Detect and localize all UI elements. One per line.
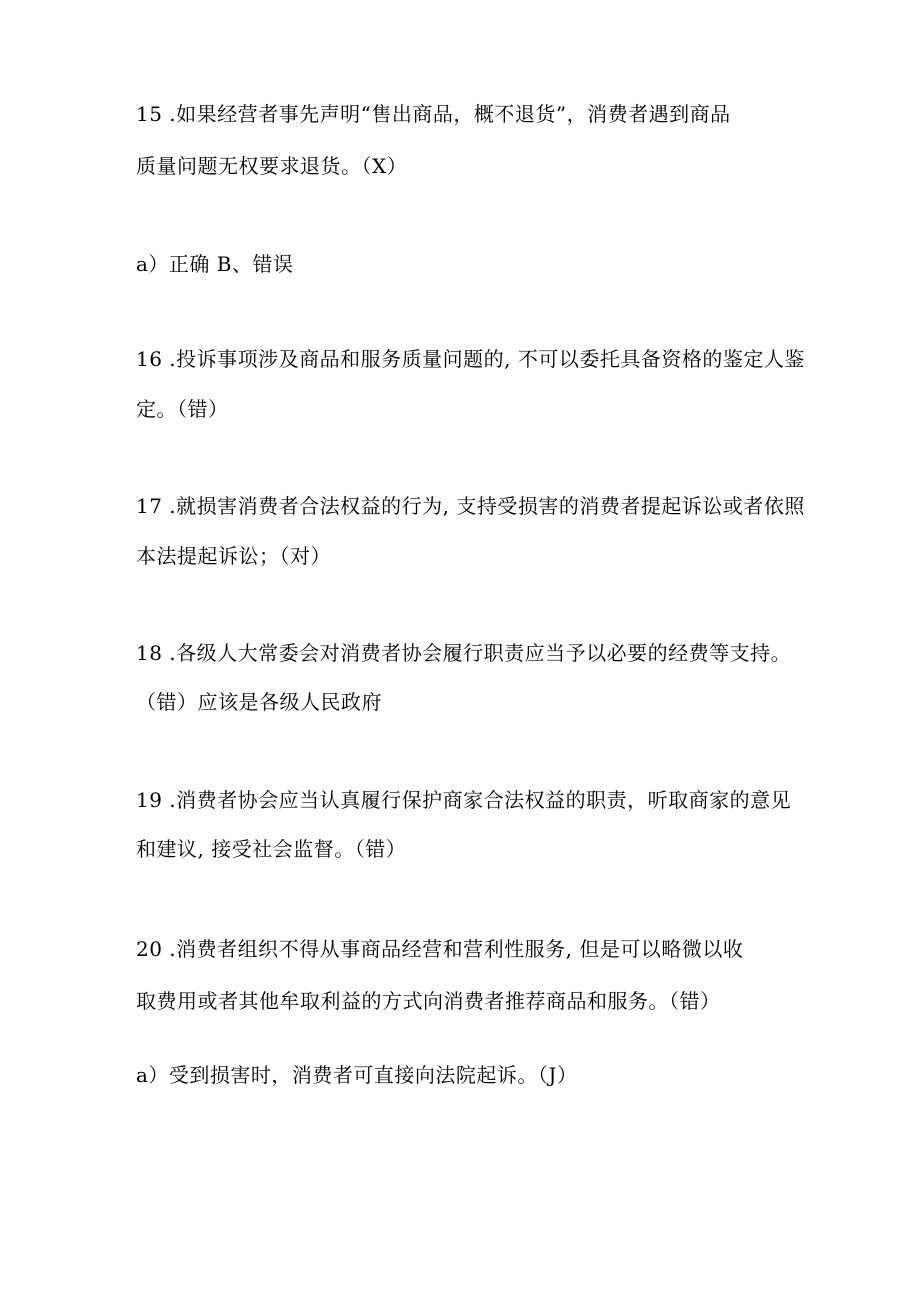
question-20-option-a: a）受到损害时，消费者可直接向法院起诉。（J） bbox=[136, 1063, 578, 1087]
question-17-line-1: 17 .就损害消费者合法权益的行为, 支持受损害的消费者提起诉讼或者依照 bbox=[136, 494, 805, 518]
question-15-options: a）正确 B、错误 bbox=[136, 252, 294, 276]
question-19-line-2: 和建议, 接受社会监督。（错） bbox=[136, 837, 407, 861]
question-18-line-1: 18 .各级人大常委会对消费者协会履行职责应当予以必要的经费等支持。 bbox=[136, 641, 792, 665]
question-18-line-2: （错）应该是各级人民政府 bbox=[136, 690, 382, 714]
question-20-line-1: 20 .消费者组织不得从事商品经营和营利性服务, 但是可以略微以收 bbox=[136, 937, 744, 961]
question-15-line-2: 质量问题无权要求退货。（X） bbox=[136, 154, 408, 178]
question-15-line-1: 15 .如果经营者事先声明“售出商品，概不退货”，消费者遇到商品 bbox=[136, 102, 731, 126]
question-19-line-1: 19 .消费者协会应当认真履行保护商家合法权益的职责，听取商家的意见 bbox=[136, 788, 792, 812]
question-20-line-2: 取费用或者其他牟取利益的方式向消费者推荐商品和服务。（错） bbox=[136, 989, 721, 1013]
question-17-line-2: 本法提起诉讼；（对） bbox=[136, 544, 331, 568]
question-16-line-1: 16 .投诉事项涉及商品和服务质量问题的, 不可以委托具备资格的鉴定人鉴 bbox=[136, 347, 805, 371]
question-16-line-2: 定。（错） bbox=[136, 397, 229, 421]
